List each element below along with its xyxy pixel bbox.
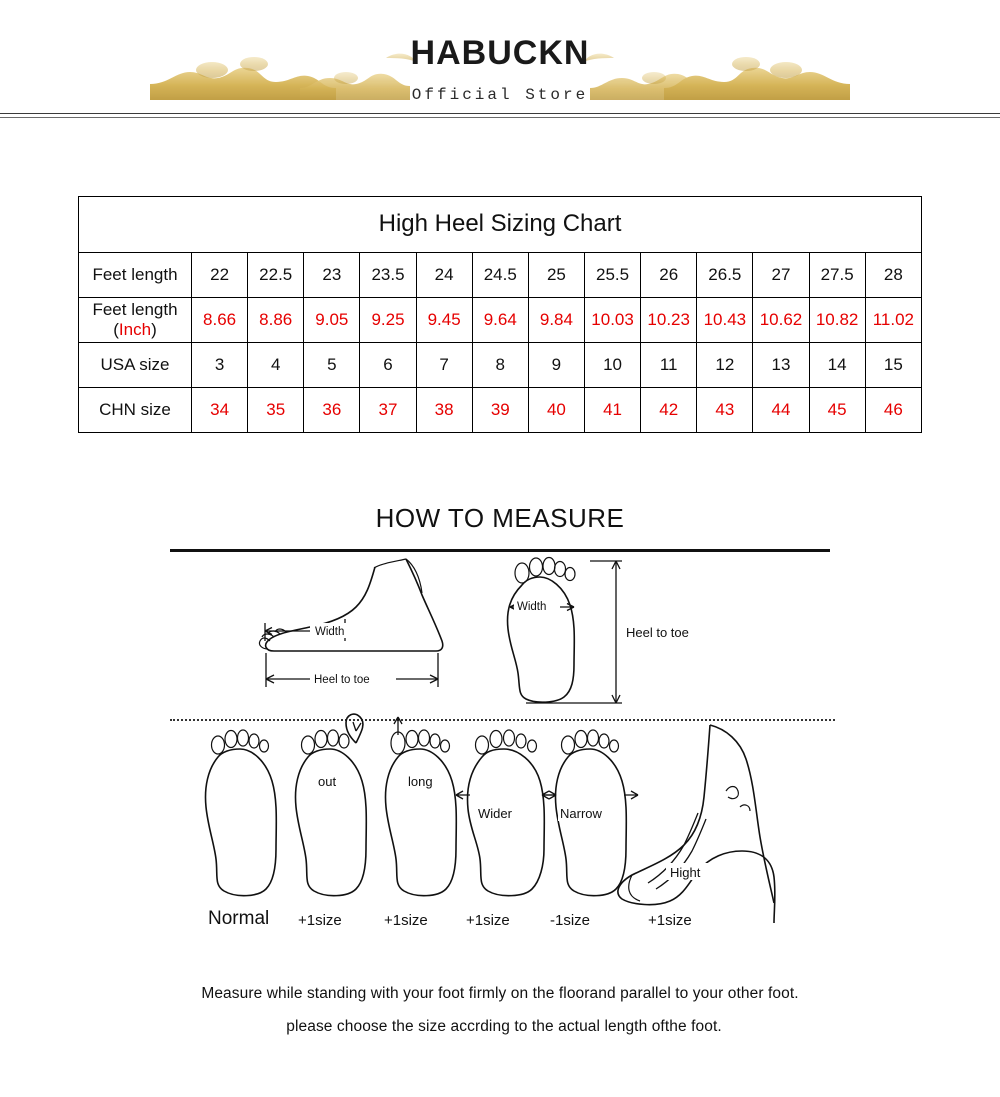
cell: 9.84 [528,298,584,343]
top-foot-illustration [508,558,689,704]
cell: 9.64 [472,298,528,343]
cell: 25.5 [584,253,640,298]
row-header-chn-size: CHN size [79,388,192,433]
row-header-usa-size: USA size [79,343,192,388]
brand-header [0,0,1000,120]
size-chart-table [78,196,922,433]
caption-normal: Normal [208,908,270,929]
cell: 5 [304,343,360,388]
cell: 37 [360,388,416,433]
size-chart-title: High Heel Sizing Chart [78,196,922,252]
cell: 42 [641,388,697,433]
label-top-heel-to-toe: Heel to toe [626,625,689,640]
cell: 28 [865,253,921,298]
caption-out: +1size [298,912,342,929]
label-narrow: Narrow [560,806,602,821]
cell: 44 [753,388,809,433]
cell: 40 [528,388,584,433]
cell: 25 [528,253,584,298]
cell: 27 [753,253,809,298]
cell: 9.45 [416,298,472,343]
cell: 9 [528,343,584,388]
row-header-feet-length-cm: Feet length [79,253,192,298]
measure-diagram [170,545,830,945]
cell: 24.5 [472,253,528,298]
label-hight: Hight [670,865,701,880]
cell: 22.5 [248,253,304,298]
footprint-out [296,714,367,896]
measure-note-1: Measure while standing with your foot firmly on the floorand parallel to your other foot. [201,985,799,1002]
cell: 9.05 [304,298,360,343]
cell: 43 [697,388,753,433]
measure-notes [0,978,1000,1043]
label-top-width: Width [517,601,547,613]
cell: 24 [416,253,472,298]
row-header-label: Feet length [92,300,178,320]
cell: 6 [360,343,416,388]
label-out: out [318,774,337,789]
cell: 13 [753,343,809,388]
cell: 10.82 [809,298,865,343]
cell: 34 [192,388,248,433]
cell: 23.5 [360,253,416,298]
side-foot-illustration [259,559,442,687]
cell: 38 [416,388,472,433]
cell: 10.23 [641,298,697,343]
cell: 14 [809,343,865,388]
cell: 10.62 [753,298,809,343]
table-row [79,253,922,298]
cell: 10.03 [584,298,640,343]
caption-narrow: -1size [550,912,591,929]
cell: 8.66 [192,298,248,343]
label-long: long [408,774,433,789]
table-row [79,388,922,433]
cell: 4 [248,343,304,388]
footprint-row [206,714,775,923]
brand-name: HABUCKN [410,34,590,72]
leg-hight-illustration [618,725,775,923]
table-row [79,298,922,343]
cell: 46 [865,388,921,433]
label-wider: Wider [478,806,512,821]
cell: 10 [584,343,640,388]
footprint-wider [456,730,556,896]
label-side-heel-to-toe: Heel to toe [314,674,370,686]
caption-long: +1size [384,912,428,929]
cell: 39 [472,388,528,433]
cell: 41 [584,388,640,433]
brand-subtitle: Official Store [411,86,589,104]
cell: 35 [248,388,304,433]
cell: 45 [809,388,865,433]
row-header-feet-length-inch: Feet length (Inch) [79,298,192,343]
size-chart-section [78,196,922,433]
cell: 36 [304,388,360,433]
header-divider [0,113,1000,118]
cell: 15 [865,343,921,388]
cell: 12 [697,343,753,388]
how-to-measure-title: HOW TO MEASURE [375,503,625,533]
cell: 8.86 [248,298,304,343]
label-side-width: Width [315,626,345,638]
cell: 27.5 [809,253,865,298]
footprint-captions [170,906,850,936]
cell: 9.25 [360,298,416,343]
cell: 22 [192,253,248,298]
cell: 26 [641,253,697,298]
footprint-long [386,717,457,896]
cell: 11.02 [865,298,921,343]
cell: 23 [304,253,360,298]
table-row [79,343,922,388]
cell: 10.43 [697,298,753,343]
cell: 7 [416,343,472,388]
cell: 8 [472,343,528,388]
cell: 11 [641,343,697,388]
footprint-narrow [542,730,638,896]
cell: 26.5 [697,253,753,298]
caption-hight: +1size [648,912,692,929]
measure-note-2: please choose the size accrding to the actual length ofthe foot. [286,1017,722,1035]
cell: 3 [192,343,248,388]
footprint-normal [206,730,277,896]
row-header-unit: Inch [118,320,152,339]
caption-wider: +1size [466,912,510,929]
